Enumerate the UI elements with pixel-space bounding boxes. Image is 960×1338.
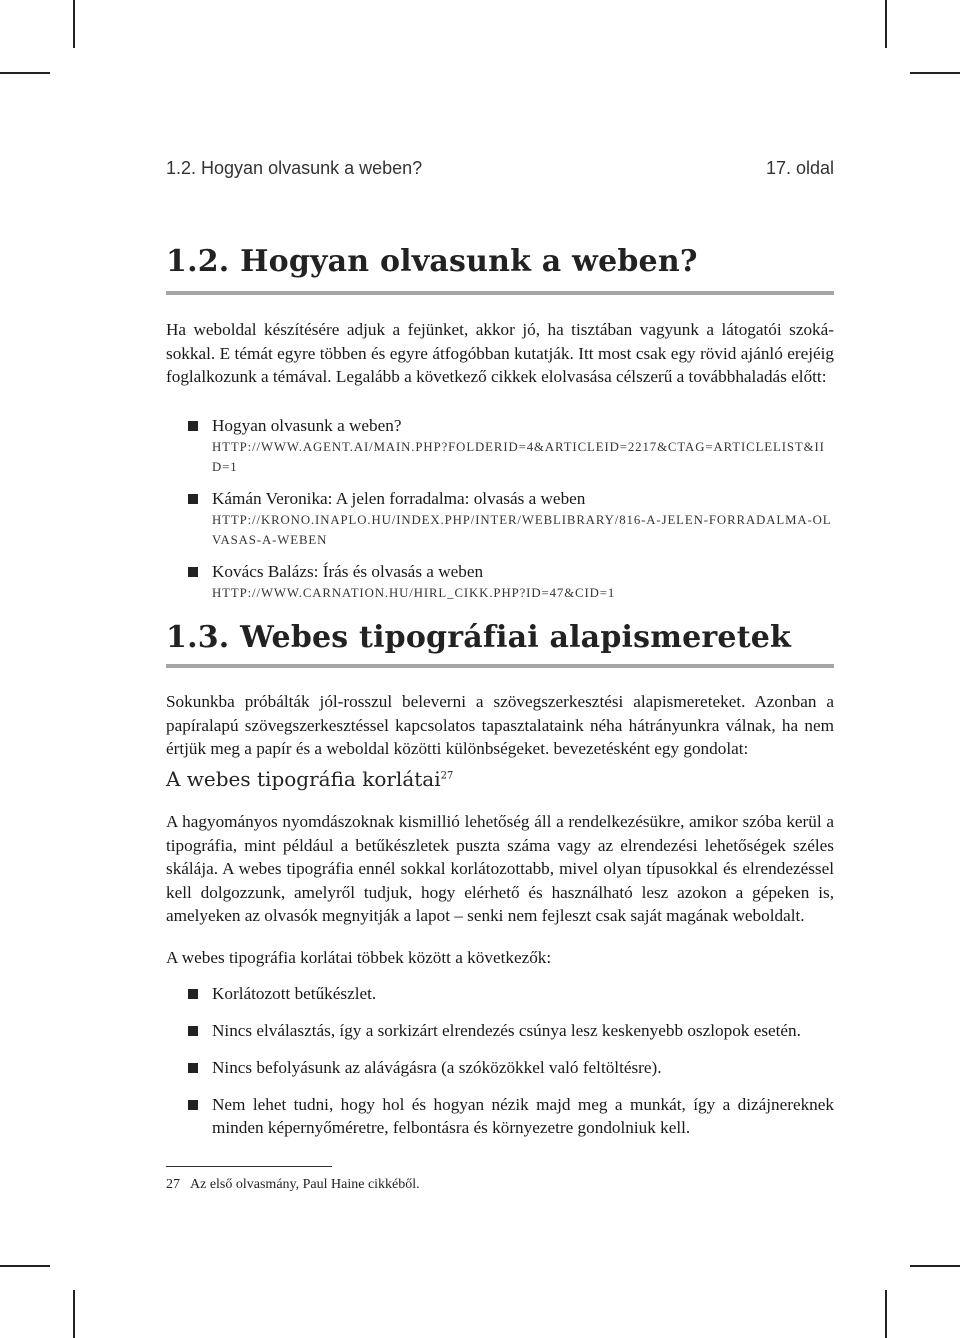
article-link[interactable]: HTTP://WWW.AGENT.AI/MAIN.PHP?FOLDERID=4&ARTICLEID=2217&CTAG=ARTICLELIST&IID=1 bbox=[212, 440, 825, 474]
crop-mark bbox=[0, 1265, 50, 1267]
reading-list bbox=[188, 414, 834, 603]
subheading bbox=[166, 767, 453, 791]
body-paragraph: A hagyományos nyomdászoknak kismillió lehetőség áll a rendelkezésükre, amikor szóba kerül a tipográfia, mint például a betűkészletek puszta száma vagy az elrendezési lehetőségek széles skálája. A webes tipográfia ennél sokkal korlátozottabb, mivel olyan típusokkal és elrendezéssel kell dolgozzunk, amelyről tudjuk, hogy elérhető és használható lesz azokon a gépeken is, amelyeken az olvasók megnyitják a lapot – senki nem fejleszt csak saját magának weboldalt. bbox=[166, 812, 834, 926]
limitation-item bbox=[188, 982, 834, 1005]
crop-mark bbox=[885, 1290, 887, 1338]
limitations-list bbox=[188, 982, 834, 1139]
bullet-square-icon bbox=[188, 567, 198, 577]
crop-mark bbox=[73, 0, 75, 48]
article-link[interactable]: HTTP://KRONO.INAPLO.HU/INDEX.PHP/INTER/WEBLIBRARY/816-A-JELEN-FORRADALMA-OLVASAS-A-WEBEN bbox=[212, 513, 832, 547]
limitation-item bbox=[188, 1019, 834, 1042]
crop-mark bbox=[910, 72, 960, 74]
footnote bbox=[166, 1177, 420, 1193]
footnote-number: 27 bbox=[166, 1177, 180, 1192]
crop-mark bbox=[0, 72, 50, 74]
limitation-item bbox=[188, 1093, 834, 1139]
footnote-text: Az első olvasmány, Paul Haine cikkéből. bbox=[190, 1177, 420, 1192]
bullet-square-icon bbox=[188, 1026, 198, 1036]
bullet-square-icon bbox=[188, 494, 198, 504]
article-title: Hogyan olvasunk a weben? bbox=[212, 416, 402, 435]
crop-mark bbox=[885, 0, 887, 48]
section-1-2-intro: Ha weboldal készítésére adjuk a fejünket, akkor jó, ha tisztában vagyunk a látogatói szokásokkal. E témát egyre többen és egyre átfogóbban kutatják. Itt most csak egy rövid ajánló erejéig foglalkozunk a témával. Legalább a következő cikkek elolvasása célszerű a továbbhaladás előtt: bbox=[166, 320, 834, 387]
reading-list-item bbox=[188, 414, 834, 477]
article-title: Kámán Veronika: A jelen forradalma: olvasás a weben bbox=[212, 489, 586, 508]
bullet-square-icon bbox=[188, 421, 198, 431]
subheading-text: A webes tipográfia korlátai bbox=[166, 767, 441, 791]
section-1-3-intro: Sokunkba próbálták jól-rosszul beleverni a szövegszerkesztési alapismereteket. Azonban a papíralapú szövegszerkesztéssel kapcsolatos tapasztalataink néha hátrányunkra válnak, ha nem értjük meg a papír és a weboldal közötti különbségeket. bevezetésként egy gondolat: bbox=[166, 692, 834, 759]
bullet-square-icon bbox=[188, 1063, 198, 1073]
bullet-square-icon bbox=[188, 989, 198, 999]
running-header-section: 1.2. Hogyan olvasunk a weben? bbox=[166, 158, 423, 178]
limitation-text: Nincs elválasztás, így a sorkizárt elrendezés csúnya lesz keskenyebb oszlopok esetén. bbox=[212, 1021, 801, 1040]
section-heading-1-3: 1.3. Webes tipográfiai alapismeretek bbox=[166, 620, 792, 655]
section-heading-rule bbox=[166, 664, 834, 668]
limitation-item bbox=[188, 1056, 834, 1079]
section-heading-rule bbox=[166, 291, 834, 295]
section-heading-1-2: 1.2. Hogyan olvasunk a weben? bbox=[166, 244, 698, 279]
crop-mark bbox=[910, 1265, 960, 1267]
crop-mark bbox=[73, 1290, 75, 1338]
bullet-square-icon bbox=[188, 1100, 198, 1110]
footnote-rule bbox=[166, 1166, 332, 1167]
article-link[interactable]: HTTP://WWW.CARNATION.HU/HIRL_CIKK.PHP?ID=47&CID=1 bbox=[212, 586, 616, 600]
limitation-text: Korlátozott betűkészlet. bbox=[212, 984, 377, 1003]
reading-list-item bbox=[188, 487, 834, 550]
running-header bbox=[166, 158, 834, 179]
limitation-text: Nincs befolyásunk az alávágásra (a szóközökkel való feltöltésre). bbox=[212, 1058, 662, 1077]
article-title: Kovács Balázs: Írás és olvasás a weben bbox=[212, 562, 484, 581]
limitation-text: Nem lehet tudni, hogy hol és hogyan nézik majd meg a munkát, így a dizájnereknek minden képernyőméretre, felbontásra és környezetre gondolniuk kell. bbox=[212, 1095, 834, 1137]
page-number: 17. oldal bbox=[765, 158, 834, 178]
reading-list-item bbox=[188, 560, 834, 603]
footnote-reference[interactable]: 27 bbox=[440, 770, 454, 782]
body-paragraph: A webes tipográfia korlátai többek között a következők: bbox=[166, 948, 552, 967]
